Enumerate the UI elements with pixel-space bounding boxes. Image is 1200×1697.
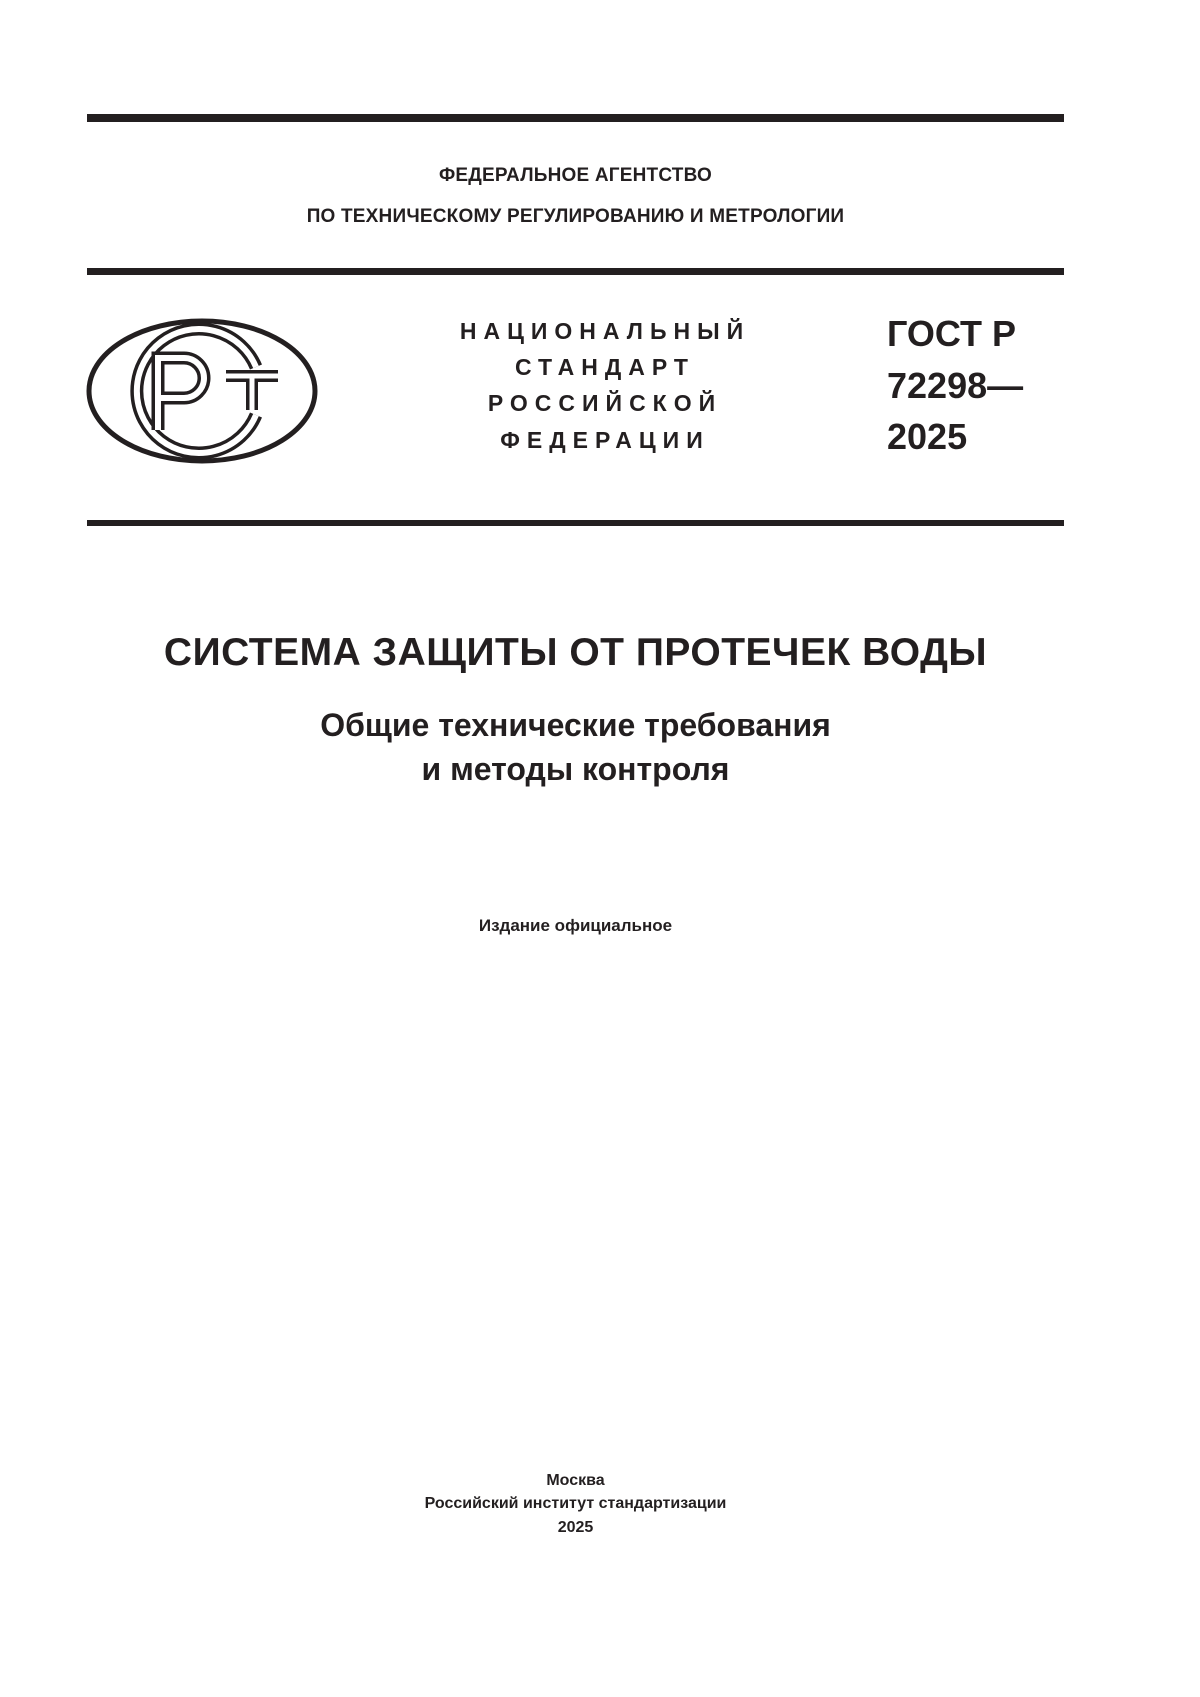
imprint-year: 2025 bbox=[557, 1519, 594, 1536]
standard-type-line-1: НАЦИОНАЛЬНЫЙ bbox=[459, 318, 751, 344]
standard-designation-line-3: 2025 bbox=[887, 416, 968, 457]
document-title: СИСТЕМА ЗАЩИТЫ ОТ ПРОТЕЧЕК ВОДЫ bbox=[163, 631, 988, 674]
middle-rule bbox=[87, 268, 1064, 275]
top-rule bbox=[87, 114, 1064, 122]
imprint-city: Москва bbox=[546, 1472, 605, 1489]
rst-logo-icon bbox=[86, 318, 318, 464]
standard-type-line-4: ФЕДЕРАЦИИ bbox=[500, 427, 710, 453]
standard-type-line-2: СТАНДАРТ bbox=[515, 354, 695, 380]
bottom-rule bbox=[87, 520, 1064, 526]
document-subtitle-line-2: и методы контроля bbox=[421, 751, 730, 787]
standard-designation-line-2: 72298— bbox=[887, 365, 1024, 406]
agency-name-line-1: ФЕДЕРАЛЬНОЕ АГЕНТСТВО bbox=[438, 165, 713, 186]
standard-type-line-3: РОССИЙСКОЙ bbox=[487, 390, 723, 416]
document-subtitle-line-1: Общие технические требования bbox=[320, 707, 831, 743]
agency-name-line-2: ПО ТЕХНИЧЕСКОМУ РЕГУЛИРОВАНИЮ И МЕТРОЛОГИИ bbox=[306, 206, 845, 227]
imprint-publisher: Российский институт стандартизации bbox=[424, 1495, 727, 1512]
standard-designation-line-1: ГОСТ Р bbox=[887, 313, 1017, 354]
edition-label: Издание официальное bbox=[478, 916, 673, 935]
